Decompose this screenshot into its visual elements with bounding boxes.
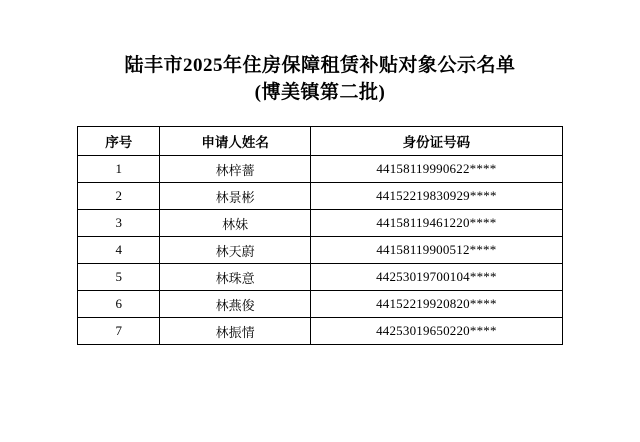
table-row [78,318,563,345]
cell-index: 6 [78,291,160,318]
table-row [78,291,563,318]
table-row [78,210,563,237]
title-line-2: (博美镇第二批) [254,82,386,103]
cell-id: 44158119900512**** [310,237,562,264]
table-row [78,156,563,183]
cell-id: 44152219920820**** [310,291,562,318]
column-header-name: 申请人姓名 [160,127,310,156]
cell-id: 44158119461220**** [310,210,562,237]
cell-name: 林梓薔 [160,156,310,183]
cell-id: 44253019700104**** [310,264,562,291]
cell-index: 3 [78,210,160,237]
cell-name: 林妹 [160,210,310,237]
table-container [77,126,563,345]
cell-name: 林天蔚 [160,237,310,264]
cell-index: 5 [78,264,160,291]
cell-name: 林珠意 [160,264,310,291]
table-row [78,237,563,264]
cell-index: 4 [78,237,160,264]
cell-index: 7 [78,318,160,345]
cell-name: 林振情 [160,318,310,345]
table-row [78,183,563,210]
cell-name: 林景彬 [160,183,310,210]
document-title [0,0,640,106]
column-header-id: 身份证号码 [310,127,562,156]
cell-index: 2 [78,183,160,210]
applicants-table [77,126,563,345]
table-row [78,264,563,291]
table-header-row [78,127,563,156]
cell-id: 44152219830929**** [310,183,562,210]
title-line-1: 陆丰市2025年住房保障租赁补贴对象公示名单 [124,55,516,76]
cell-id: 44158119990622**** [310,156,562,183]
cell-id: 44253019650220**** [310,318,562,345]
cell-index: 1 [78,156,160,183]
cell-name: 林燕俊 [160,291,310,318]
column-header-index: 序号 [78,127,160,156]
